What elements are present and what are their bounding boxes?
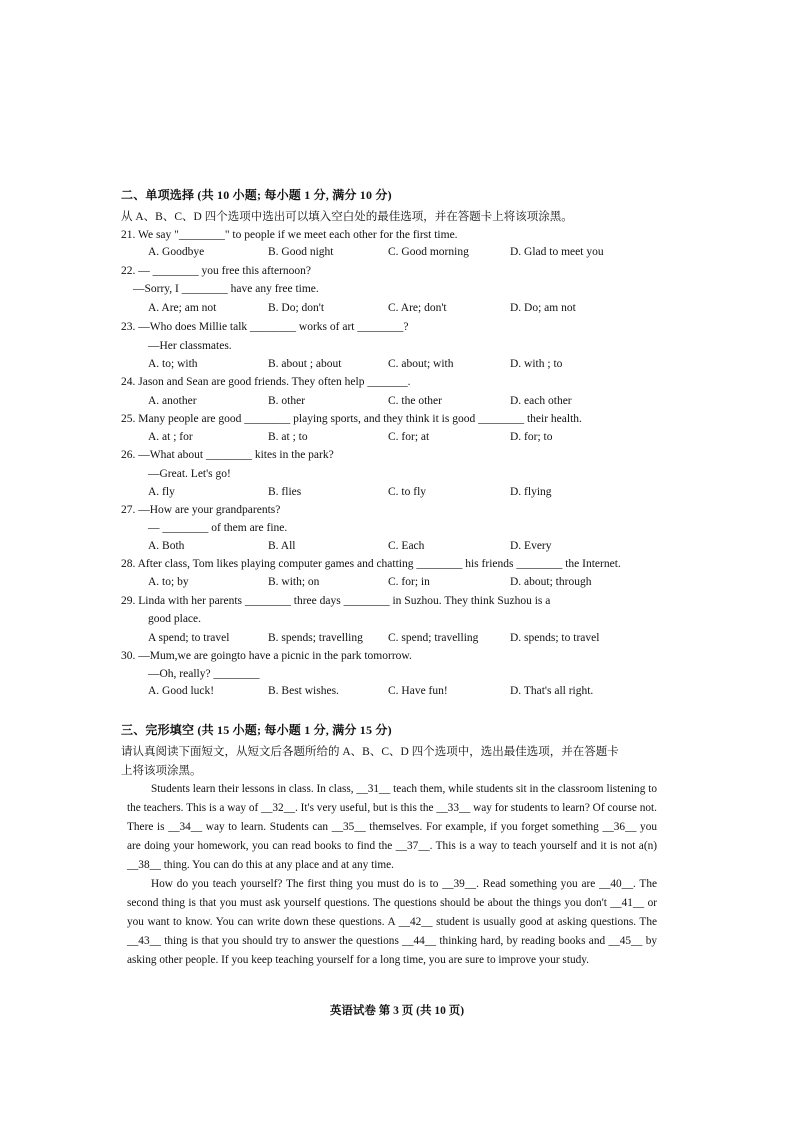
option-c: C. spend; travelling <box>388 632 479 644</box>
option-d: D. flying <box>510 486 552 498</box>
option-a: A. Both <box>148 540 185 552</box>
option-d: D. That's all right. <box>510 685 594 697</box>
option-c: C. about; with <box>388 358 454 370</box>
option-c: C. Good morning <box>388 246 469 258</box>
option-d: D. Do; am not <box>510 302 576 314</box>
option-b: B. All <box>268 540 296 552</box>
question-22-stem: 22. — ________ you free this afternoon? <box>121 265 312 277</box>
option-b: B. other <box>268 395 306 407</box>
option-c: C. to fly <box>388 486 427 498</box>
option-b: B. at ; to <box>268 431 308 443</box>
option-b: B. spends; travelling <box>268 632 363 644</box>
option-a: A. Goodbye <box>148 246 205 258</box>
question-26-line: —Great. Let's go! <box>148 468 231 480</box>
question-23-line: —Her classmates. <box>148 340 232 352</box>
option-c: C. Have fun! <box>388 685 448 697</box>
option-a: A. to; with <box>148 358 198 370</box>
option-d: D. with ; to <box>510 358 563 370</box>
question-27-line: — ________ of them are fine. <box>148 522 288 534</box>
option-b: B. flies <box>268 486 302 498</box>
cloze-passage <box>127 780 657 970</box>
question-30-stem: 30. —Mum,we are goingto have a picnic in the park tomorrow. <box>121 650 412 662</box>
section-3-instruction-line-2: 上将该项涂黑。 <box>121 765 202 777</box>
option-c: C. for; in <box>388 576 430 588</box>
section-2-title: 二、单项选择 (共 10 小题; 每小题 1 分, 满分 10 分) <box>121 188 392 202</box>
cloze-paragraph-2: How do you teach yourself? The first thing you must do is to __39__. Read something you are __40__. The second thing is that you must ask yourself questions. The questions should be about the things you don't __41__ or you want to know. You can write down these questions. A __42__ student is usually good at asking questions. The __43__ thing is that you should try to answer the questions __44__ thinking hard, by reading books and __45__ by asking other people. If you keep teaching yourself for a long time, you are sure to improve your study. <box>127 878 657 966</box>
option-a: A. Are; am not <box>148 302 217 314</box>
section-3-title: 三、完形填空 (共 15 小题; 每小题 1 分, 满分 15 分) <box>121 723 392 737</box>
question-26-stem: 26. —What about ________ kites in the park? <box>121 449 334 461</box>
option-b: B. Best wishes. <box>268 685 339 697</box>
section-2-instruction: 从 A、B、C、D 四个选项中选出可以填入空白处的最佳选项，并在答题卡上将该项涂黑。 <box>121 211 573 223</box>
question-23-stem: 23. —Who does Millie talk ________ works of art ________? <box>121 321 409 333</box>
option-b: B. with; on <box>268 576 320 588</box>
question-29-line: good place. <box>148 613 202 625</box>
cloze-paragraph-1: Students learn their lessons in class. In class, __31__ teach them, while students sit in the classroom listening to the teachers. This is a way of __32__. It's very useful, but is this the __33__ way for students to learn? Of course not. There is __34__ way to learn. Students can __35__ themselves. For example, if you forget something __36__ you are doing your homework, you can read books to find the __37__. This is a way to teach yourself and it is not a(n) __38__ thing. You can do this at any place and at any time. <box>127 783 657 871</box>
question-27-stem: 27. —How are your grandparents? <box>121 504 281 516</box>
option-c: C. for; at <box>388 431 430 443</box>
option-d: D. Every <box>510 540 552 552</box>
question-22-line: —Sorry, I ________ have any free time. <box>133 283 319 295</box>
question-28-stem: 28. After class, Tom likes playing computer games and chatting ________ his friends ________ the Internet. <box>121 558 621 570</box>
option-b: B. Do; don't <box>268 302 325 314</box>
option-c: C. Are; don't <box>388 302 447 314</box>
option-a: A spend; to travel <box>148 632 230 644</box>
option-a: A. fly <box>148 486 175 498</box>
question-24-stem: 24. Jason and Sean are good friends. They often help _______. <box>121 376 411 388</box>
option-b: B. about ; about <box>268 358 342 370</box>
question-21-stem: 21. We say "________" to people if we meet each other for the first time. <box>121 229 458 241</box>
question-29-stem: 29. Linda with her parents ________ three days ________ in Suzhou. They think Suzhou is a <box>121 595 551 607</box>
section-3-instruction-line-1: 请认真阅读下面短文，从短文后各题所给的 A、B、C、D 四个选项中，选出最佳选项，并在答题卡 <box>121 746 619 758</box>
option-a: A. Good luck! <box>148 685 215 697</box>
option-c: C. the other <box>388 395 442 407</box>
option-d: D. for; to <box>510 431 553 443</box>
option-a: A. to; by <box>148 576 189 588</box>
option-d: D. spends; to travel <box>510 632 600 644</box>
option-b: B. Good night <box>268 246 334 258</box>
option-c: C. Each <box>388 540 425 552</box>
question-25-stem: 25. Many people are good ________ playing sports, and they think it is good ________ their health. <box>121 413 582 425</box>
option-d: D. each other <box>510 395 572 407</box>
option-d: D. Glad to meet you <box>510 246 604 258</box>
option-a: A. another <box>148 395 197 407</box>
option-a: A. at ; for <box>148 431 193 443</box>
option-d: D. about; through <box>510 576 592 588</box>
page-footer: 英语试卷 第 3 页 (共 10 页) <box>329 1005 465 1017</box>
question-30-line: —Oh, really? ________ <box>148 668 260 680</box>
